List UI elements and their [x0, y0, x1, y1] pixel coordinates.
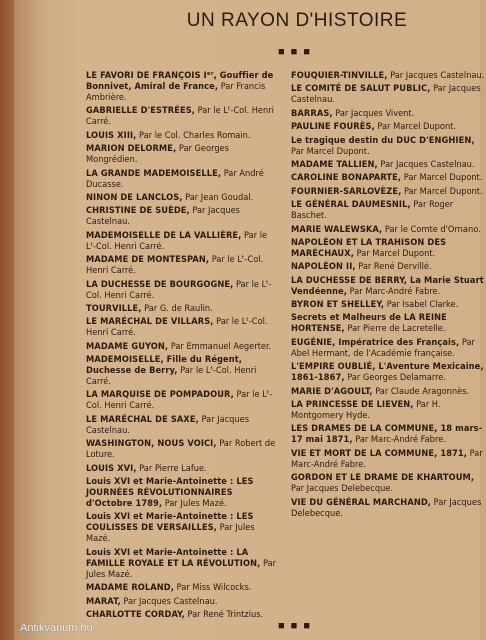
book-entry: [86, 105, 276, 127]
book-author: Par Jacques Castelnau.: [377, 158, 475, 170]
book-title: NINON DE LANCLOS,: [86, 191, 183, 203]
book-title: Louis XVI et Marie-Antoinette : LA FAMILLE ROYALE ET LA RÉVOLUTION,: [86, 546, 261, 569]
book-entry: [86, 596, 276, 607]
book-title: FOUQUIER-TINVILLE,: [291, 70, 388, 81]
book-author: Par Jules Mazé.: [162, 498, 227, 510]
book-entry: [86, 143, 276, 165]
book-title: LE MARÉCHAL DE SAXE,: [86, 413, 199, 425]
book-title: MADAME TALLIEN,: [291, 158, 378, 170]
book-entry: [291, 186, 486, 197]
book-entry: [291, 361, 486, 383]
book-title: CAROLINE BONAPARTE,: [291, 172, 402, 184]
book-entry: [291, 237, 486, 259]
book-author: Par Jacques Castelnau.: [291, 83, 481, 106]
book-title: BARRAS,: [291, 107, 333, 119]
book-author: Par Jacques Castelnau.: [120, 595, 218, 607]
book-author: Par Marcel Dupont.: [353, 247, 436, 259]
footer-ornament: ■■■: [278, 620, 316, 632]
book-entry: [291, 448, 486, 470]
book-entry: [291, 261, 486, 272]
book-entry: [86, 254, 276, 276]
book-title: PAULINE FOURÈS,: [291, 121, 375, 133]
book-author: Par Jules Mazé.: [86, 522, 255, 545]
book-title: CHRISTINE DE SUÈDE,: [86, 205, 190, 217]
book-title: LA GRANDE MADEMOISELLE,: [86, 167, 222, 179]
book-author: Par le Lᵗ-Col. Henri Carré.: [86, 316, 268, 339]
book-title: MADEMOISELLE, Fille du Régent, Duchesse de Berry,: [86, 354, 243, 377]
book-title: LA PRINCESSE DE LIEVEN,: [291, 399, 414, 411]
book-title: MADAME GUYON,: [86, 340, 169, 352]
book-entry: [291, 497, 486, 519]
book-entry: [86, 354, 276, 387]
book-author: Par le Lᵗ-Col. Henri Carré.: [86, 254, 264, 277]
book-title: LA MARQUISE DE POMPADOUR,: [86, 389, 234, 401]
book-entry: [291, 275, 486, 297]
book-title: MARIE WALEWSKA,: [291, 223, 383, 235]
book-author: Par Georges Delamarre.: [344, 372, 446, 384]
book-author: Par Jean Goudal.: [182, 191, 254, 203]
book-entry: [291, 199, 486, 221]
book-entry: [86, 130, 276, 141]
book-title: MARAT,: [86, 595, 121, 607]
book-author: Par Marcel Dupont.: [401, 172, 483, 184]
book-title: LE MARÉCHAL DE VILLARS,: [86, 316, 214, 328]
book-author: Par Georges Mongrédien.: [86, 143, 229, 166]
book-entry: [291, 423, 486, 445]
book-author: Par le Lᵗ-Col. Henri Carré.: [86, 389, 273, 412]
book-title: NAPOLÉON ET LA TRAHISON DES MARÉCHAUX,: [291, 236, 447, 259]
book-author: Par Jacques Delebecque.: [291, 483, 394, 495]
book-entry: [86, 609, 276, 620]
book-author: Par Marcel Dupont.: [401, 185, 483, 197]
book-entry: [291, 224, 486, 235]
book-entry: [86, 414, 276, 436]
book-author: Par Robert de Loture.: [86, 438, 276, 461]
book-entry: [291, 159, 486, 170]
book-title: MARION DELORME,: [86, 143, 177, 155]
book-author: Par Jacques Castelnau.: [86, 205, 240, 228]
book-title: Louis XVI et Marie-Antoinette : LES COULISSES DE VERSAILLES,: [86, 511, 254, 534]
book-entry: [86, 582, 276, 593]
book-author: Par Roger Baschet.: [291, 199, 454, 222]
book-title: GORDON ET LE DRAME DE KHARTOUM,: [291, 472, 475, 484]
book-title: EUGÉNIE, Impératrice des Français,: [291, 336, 460, 348]
book-title: LES DRAMES DE LA COMMUNE, 18 mars-17 mai 1871,: [291, 423, 483, 446]
book-author: Par le Col. Charles Romain.: [136, 129, 251, 141]
book-author: Par Marc-André Fabre.: [291, 447, 483, 470]
book-entry: [291, 135, 486, 157]
book-title: TOURVILLE,: [86, 302, 142, 314]
book-list-right-column: [291, 70, 486, 521]
book-author: Par Jacques Vivent.: [332, 107, 415, 119]
book-title: BYRON ET SHELLEY,: [291, 299, 385, 311]
book-entry: [86, 438, 276, 460]
book-list-left-column: [86, 70, 276, 622]
book-author: Par Pierre de Lacretelle.: [344, 323, 446, 335]
book-title: MADAME ROLAND,: [86, 582, 175, 594]
book-entry: [291, 299, 486, 310]
book-author: Par Emmanuel Aegerter.: [168, 340, 272, 352]
book-author: Par H. Montgomery Hyde.: [291, 399, 441, 422]
book-entry: [86, 279, 276, 301]
book-title: MADAME DE MONTESPAN,: [86, 254, 210, 266]
book-entry: [86, 341, 276, 352]
book-entry: [86, 547, 276, 580]
book-title: GABRIELLE D'ESTRÉES,: [86, 105, 196, 117]
book-entry: [86, 389, 276, 411]
book-title: NAPOLÉON II,: [291, 261, 356, 273]
book-author: Par Claude Aragonnès.: [372, 385, 470, 397]
book-author: Par le Lᵗ-Col. Henri Carré.: [86, 278, 272, 301]
book-title: VIE DU GÉNÉRAL MARCHAND,: [291, 496, 432, 508]
book-entry: [86, 70, 276, 103]
book-entry: [291, 386, 486, 397]
book-title: CHARLOTTE CORDAY,: [86, 608, 185, 620]
book-title: LE FAVORI DE FRANÇOIS Iᵉʳ, Gouffier de Bonnivet, Amiral de France,: [86, 70, 274, 92]
book-entry: [86, 316, 276, 338]
book-author: Par Pierre Lafue.: [136, 462, 207, 474]
book-title: L'EMPIRE OUBLIÉ, L'Aventure Mexicaine, 1861-1867,: [291, 361, 484, 384]
book-entry: [86, 192, 276, 203]
book-entry: [86, 230, 276, 252]
book-author: Par le Comte d'Ornano.: [382, 223, 481, 235]
book-author: Par Francis Ambrière.: [86, 81, 266, 103]
book-author: Par René Dervillé.: [355, 261, 432, 273]
book-title: Louis XVI et Marie-Antoinette : LES JOURNÉES RÉVOLUTIONNAIRES d'Octobre 1789,: [86, 476, 254, 510]
book-entry: [291, 83, 486, 105]
book-entry: [86, 511, 276, 544]
page-header: [14, 10, 480, 58]
book-title: LOUIS XVI,: [86, 462, 137, 474]
book-entry: [291, 121, 486, 132]
book-author: Par le Lᵗ-Col. Henri Carré.: [86, 365, 257, 388]
book-author: Par Marc-André Fabre.: [347, 285, 441, 297]
book-title: FOURNIER-SARLOVÈZE,: [291, 185, 402, 197]
book-title: LE GÉNÉRAL DAUMESNIL,: [291, 199, 411, 211]
page-title: UN RAYON D'HISTOIRE: [186, 10, 408, 31]
book-entry: [86, 463, 276, 474]
book-title: LOUIS XIII,: [86, 129, 137, 141]
book-author: Par Abel Hermant, de l'Académie française.: [291, 336, 475, 359]
book-title: MADEMOISELLE DE LA VALLIÈRE,: [86, 229, 242, 241]
book-title: VIE ET MORT DE LA COMMUNE, 1871,: [291, 447, 467, 459]
book-entry: [291, 399, 486, 421]
book-entry: [86, 168, 276, 190]
book-author: Par G. de Raulin.: [141, 302, 213, 314]
book-title: WASHINGTON, NOUS VOICI,: [86, 438, 217, 450]
book-author: Par Jacques Castelnau.: [86, 413, 250, 436]
book-author: Par Marc-André Fabre.: [352, 434, 446, 446]
book-entry: [86, 303, 276, 314]
book-author: Par André Ducasse.: [86, 167, 264, 190]
book-entry: [291, 472, 486, 494]
book-entry: [86, 205, 276, 227]
book-author: Par le Lᵗ-Col. Henri Carré.: [86, 105, 274, 128]
book-entry: [291, 70, 486, 81]
book-page: [14, 0, 485, 640]
book-title: LA DUCHESSE DE BOURGOGNE,: [86, 278, 234, 290]
book-title: Secrets et Malheurs de LA REINE HORTENSE,: [291, 312, 447, 335]
book-entry: [291, 312, 486, 334]
book-author: Par Isabel Clarke.: [384, 299, 459, 311]
book-author: Par René Trintzius.: [184, 608, 264, 620]
book-author: Par Marcel Dupont.: [374, 121, 457, 133]
book-author: Par Jacques Delebecque.: [291, 496, 482, 519]
book-author: Par le Lᵗ-Col. Henri Carré.: [86, 229, 268, 252]
book-title: Le tragique destin du DUC D'ENGHIEN,: [291, 134, 475, 146]
watermark-logo: Antikvarium.hu: [20, 622, 93, 634]
book-entry: [291, 337, 486, 359]
book-author: Par Marcel Dupont.: [291, 145, 370, 157]
book-title: LE COMITÉ DE SALUT PUBLIC,: [291, 83, 431, 95]
header-ornament: ■■■: [278, 46, 316, 58]
book-spine-shadow: [0, 0, 14, 640]
book-author: Par Miss Wilcocks.: [174, 582, 252, 594]
book-title: LA DUCHESSE DE BERRY, La Marie Stuart Vendéenne,: [291, 274, 484, 297]
book-author: Par Jacques Castelnau.: [387, 70, 485, 81]
book-entry: [291, 172, 486, 183]
book-title: MARIE D'AGOULT,: [291, 385, 373, 397]
book-entry: [86, 476, 276, 509]
book-author: Par Jules Mazé.: [86, 557, 276, 580]
book-entry: [291, 108, 486, 119]
